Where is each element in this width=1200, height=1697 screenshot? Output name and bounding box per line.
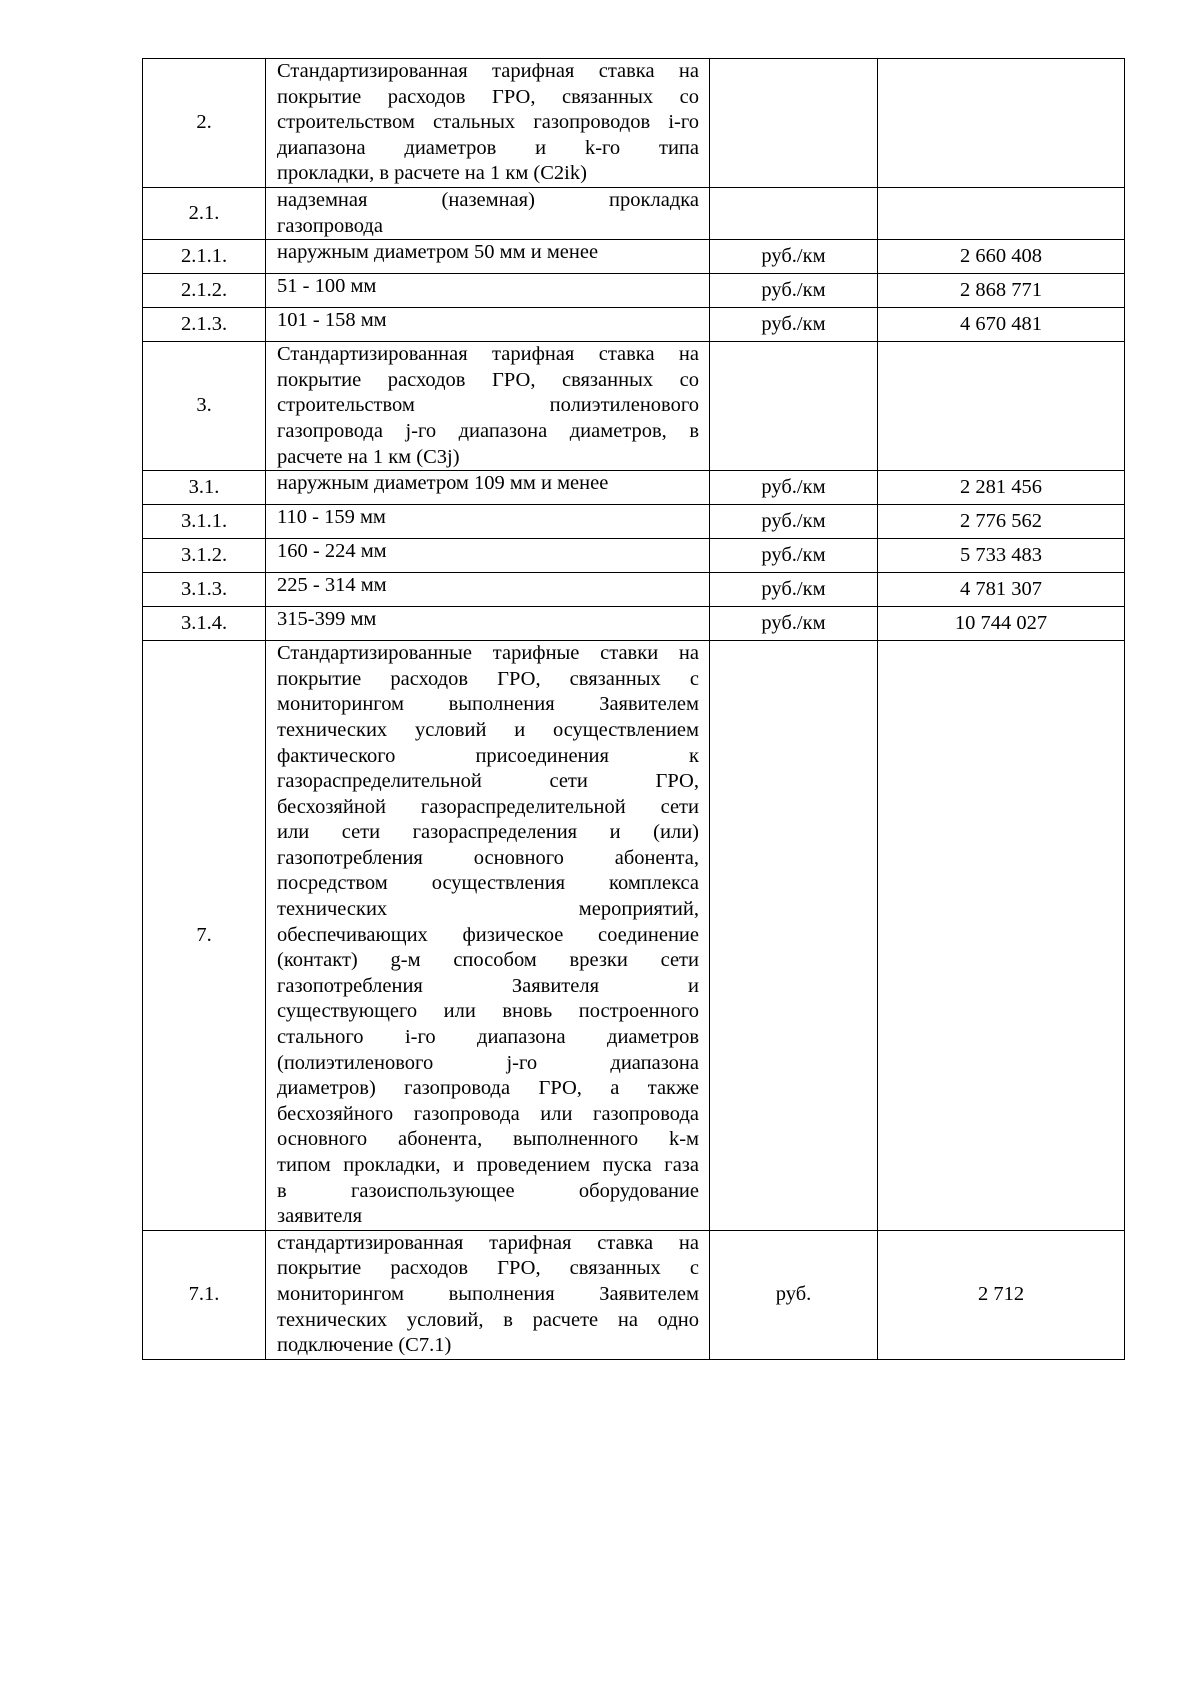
description-line: строительством стальных газопроводов i-го <box>277 111 699 134</box>
row-unit: руб./км <box>710 471 878 505</box>
description-line: мониторингом выполнения Заявителем <box>277 693 699 716</box>
row-description <box>266 59 710 188</box>
row-description: 225 - 314 мм <box>266 573 710 607</box>
row-number: 3.1.1. <box>143 505 266 539</box>
row-value: 2 868 771 <box>878 274 1125 308</box>
row-unit <box>710 342 878 471</box>
row-value: 2 776 562 <box>878 505 1125 539</box>
row-value: 2 281 456 <box>878 471 1125 505</box>
table-row <box>143 471 1125 505</box>
row-number: 7. <box>143 641 266 1231</box>
row-value: 5 733 483 <box>878 539 1125 573</box>
row-description: 101 - 158 мм <box>266 308 710 342</box>
description-line: заявителя <box>277 1205 362 1228</box>
row-number: 2.1.2. <box>143 274 266 308</box>
row-number: 7.1. <box>143 1230 266 1359</box>
row-unit: руб./км <box>710 505 878 539</box>
description-line: стандартизированная тарифная ставка на <box>277 1231 699 1254</box>
row-value <box>878 641 1125 1231</box>
description-line: покрытие расходов ГРО, связанных с <box>277 1257 699 1280</box>
row-value <box>878 342 1125 471</box>
description-line: Стандартизированная тарифная ставка на <box>277 60 699 82</box>
row-value: 10 744 027 <box>878 607 1125 641</box>
row-description: 51 - 100 мм <box>266 274 710 308</box>
table-row <box>143 607 1125 641</box>
table-row <box>143 641 1125 1231</box>
description-line: Стандартизированная тарифная ставка на <box>277 343 699 366</box>
table-row <box>143 342 1125 471</box>
row-unit: руб./км <box>710 539 878 573</box>
row-number: 2.1. <box>143 187 266 239</box>
description-line: диаметров) газопровода ГРО, а также <box>277 1077 699 1100</box>
description-line: бесхозяйного газопровода или газопровода <box>277 1102 699 1125</box>
description-line: фактического присоединения к <box>277 744 699 767</box>
row-value: 4 670 481 <box>878 308 1125 342</box>
description-line: мониторингом выполнения Заявителем <box>277 1282 699 1305</box>
row-number: 3.1.4. <box>143 607 266 641</box>
description-line: существующего или вновь построенного <box>277 1000 699 1023</box>
table-row <box>143 274 1125 308</box>
row-unit: руб./км <box>710 240 878 274</box>
table-row <box>143 1230 1125 1359</box>
description-line: газопровода <box>277 214 383 237</box>
description-line: стального i-го диапазона диаметров <box>277 1026 699 1049</box>
row-number: 3.1.2. <box>143 539 266 573</box>
description-line: расчете на 1 км (С3j) <box>277 445 460 468</box>
description-line: (контакт) g-м способом врезки сети <box>277 949 699 972</box>
description-line: строительством полиэтиленового <box>277 394 699 417</box>
table-row <box>143 539 1125 573</box>
description-line: покрытие расходов ГРО, связанных со <box>277 85 699 108</box>
table-row <box>143 187 1125 239</box>
row-number: 2. <box>143 59 266 188</box>
description-line: или сети газораспределения и (или) <box>277 821 699 844</box>
tariff-table-body <box>143 59 1125 1360</box>
description-line: газопровода j-го диапазона диаметров, в <box>277 419 699 442</box>
row-number: 3.1. <box>143 471 266 505</box>
description-line: подключение (С7.1) <box>277 1334 452 1357</box>
row-description <box>266 1230 710 1359</box>
description-line: бесхозяйной газораспределительной сети <box>277 795 699 818</box>
description-line: обеспечивающих физическое соединение <box>277 923 699 946</box>
row-description: 160 - 224 мм <box>266 539 710 573</box>
row-number: 2.1.3. <box>143 308 266 342</box>
description-line: технических мероприятий, <box>277 898 699 921</box>
description-line: технических условий, в расчете на одно <box>277 1308 699 1331</box>
row-description <box>266 187 710 239</box>
row-number: 2.1.1. <box>143 240 266 274</box>
description-line: технических условий и осуществлением <box>277 718 699 741</box>
table-row <box>143 308 1125 342</box>
table-row <box>143 505 1125 539</box>
row-number: 3. <box>143 342 266 471</box>
row-unit <box>710 641 878 1231</box>
row-value: 2 660 408 <box>878 240 1125 274</box>
description-line: газораспределительной сети ГРО, <box>277 770 699 793</box>
description-line: газопотребления Заявителя и <box>277 974 699 997</box>
description-line: покрытие расходов ГРО, связанных со <box>277 368 699 391</box>
row-number: 3.1.3. <box>143 573 266 607</box>
description-line: основного абонента, выполненного k-м <box>277 1128 699 1151</box>
description-line: надземная (наземная) прокладка <box>277 188 699 211</box>
table-row <box>143 240 1125 274</box>
row-unit <box>710 59 878 188</box>
row-unit: руб./км <box>710 607 878 641</box>
description-line: в газоиспользующее оборудование <box>277 1179 699 1202</box>
row-unit: руб./км <box>710 308 878 342</box>
row-description: 110 - 159 мм <box>266 505 710 539</box>
tariff-table <box>142 58 1125 1360</box>
description-line: (полиэтиленового j-го диапазона <box>277 1051 699 1074</box>
row-value: 2 712 <box>878 1230 1125 1359</box>
row-unit: руб. <box>710 1230 878 1359</box>
row-value <box>878 59 1125 188</box>
description-line: газопотребления основного абонента, <box>277 846 699 869</box>
row-description: 315-399 мм <box>266 607 710 641</box>
description-line: типом прокладки, и проведением пуска газа <box>277 1154 699 1176</box>
description-line: диапазона диаметров и k-го типа <box>277 136 699 159</box>
row-unit: руб./км <box>710 274 878 308</box>
row-description: наружным диаметром 50 мм и менее <box>266 240 710 274</box>
row-value: 4 781 307 <box>878 573 1125 607</box>
row-description <box>266 342 710 471</box>
row-description <box>266 641 710 1231</box>
description-line: Стандартизированные тарифные ставки на <box>277 642 699 665</box>
table-row <box>143 59 1125 188</box>
table-row <box>143 573 1125 607</box>
row-unit: руб./км <box>710 573 878 607</box>
description-line: покрытие расходов ГРО, связанных с <box>277 667 699 690</box>
description-line: прокладки, в расчете на 1 км (С2ik) <box>277 162 587 185</box>
row-unit <box>710 187 878 239</box>
row-description: наружным диаметром 109 мм и менее <box>266 471 710 505</box>
row-value <box>878 187 1125 239</box>
description-line: посредством осуществления комплекса <box>277 872 699 895</box>
